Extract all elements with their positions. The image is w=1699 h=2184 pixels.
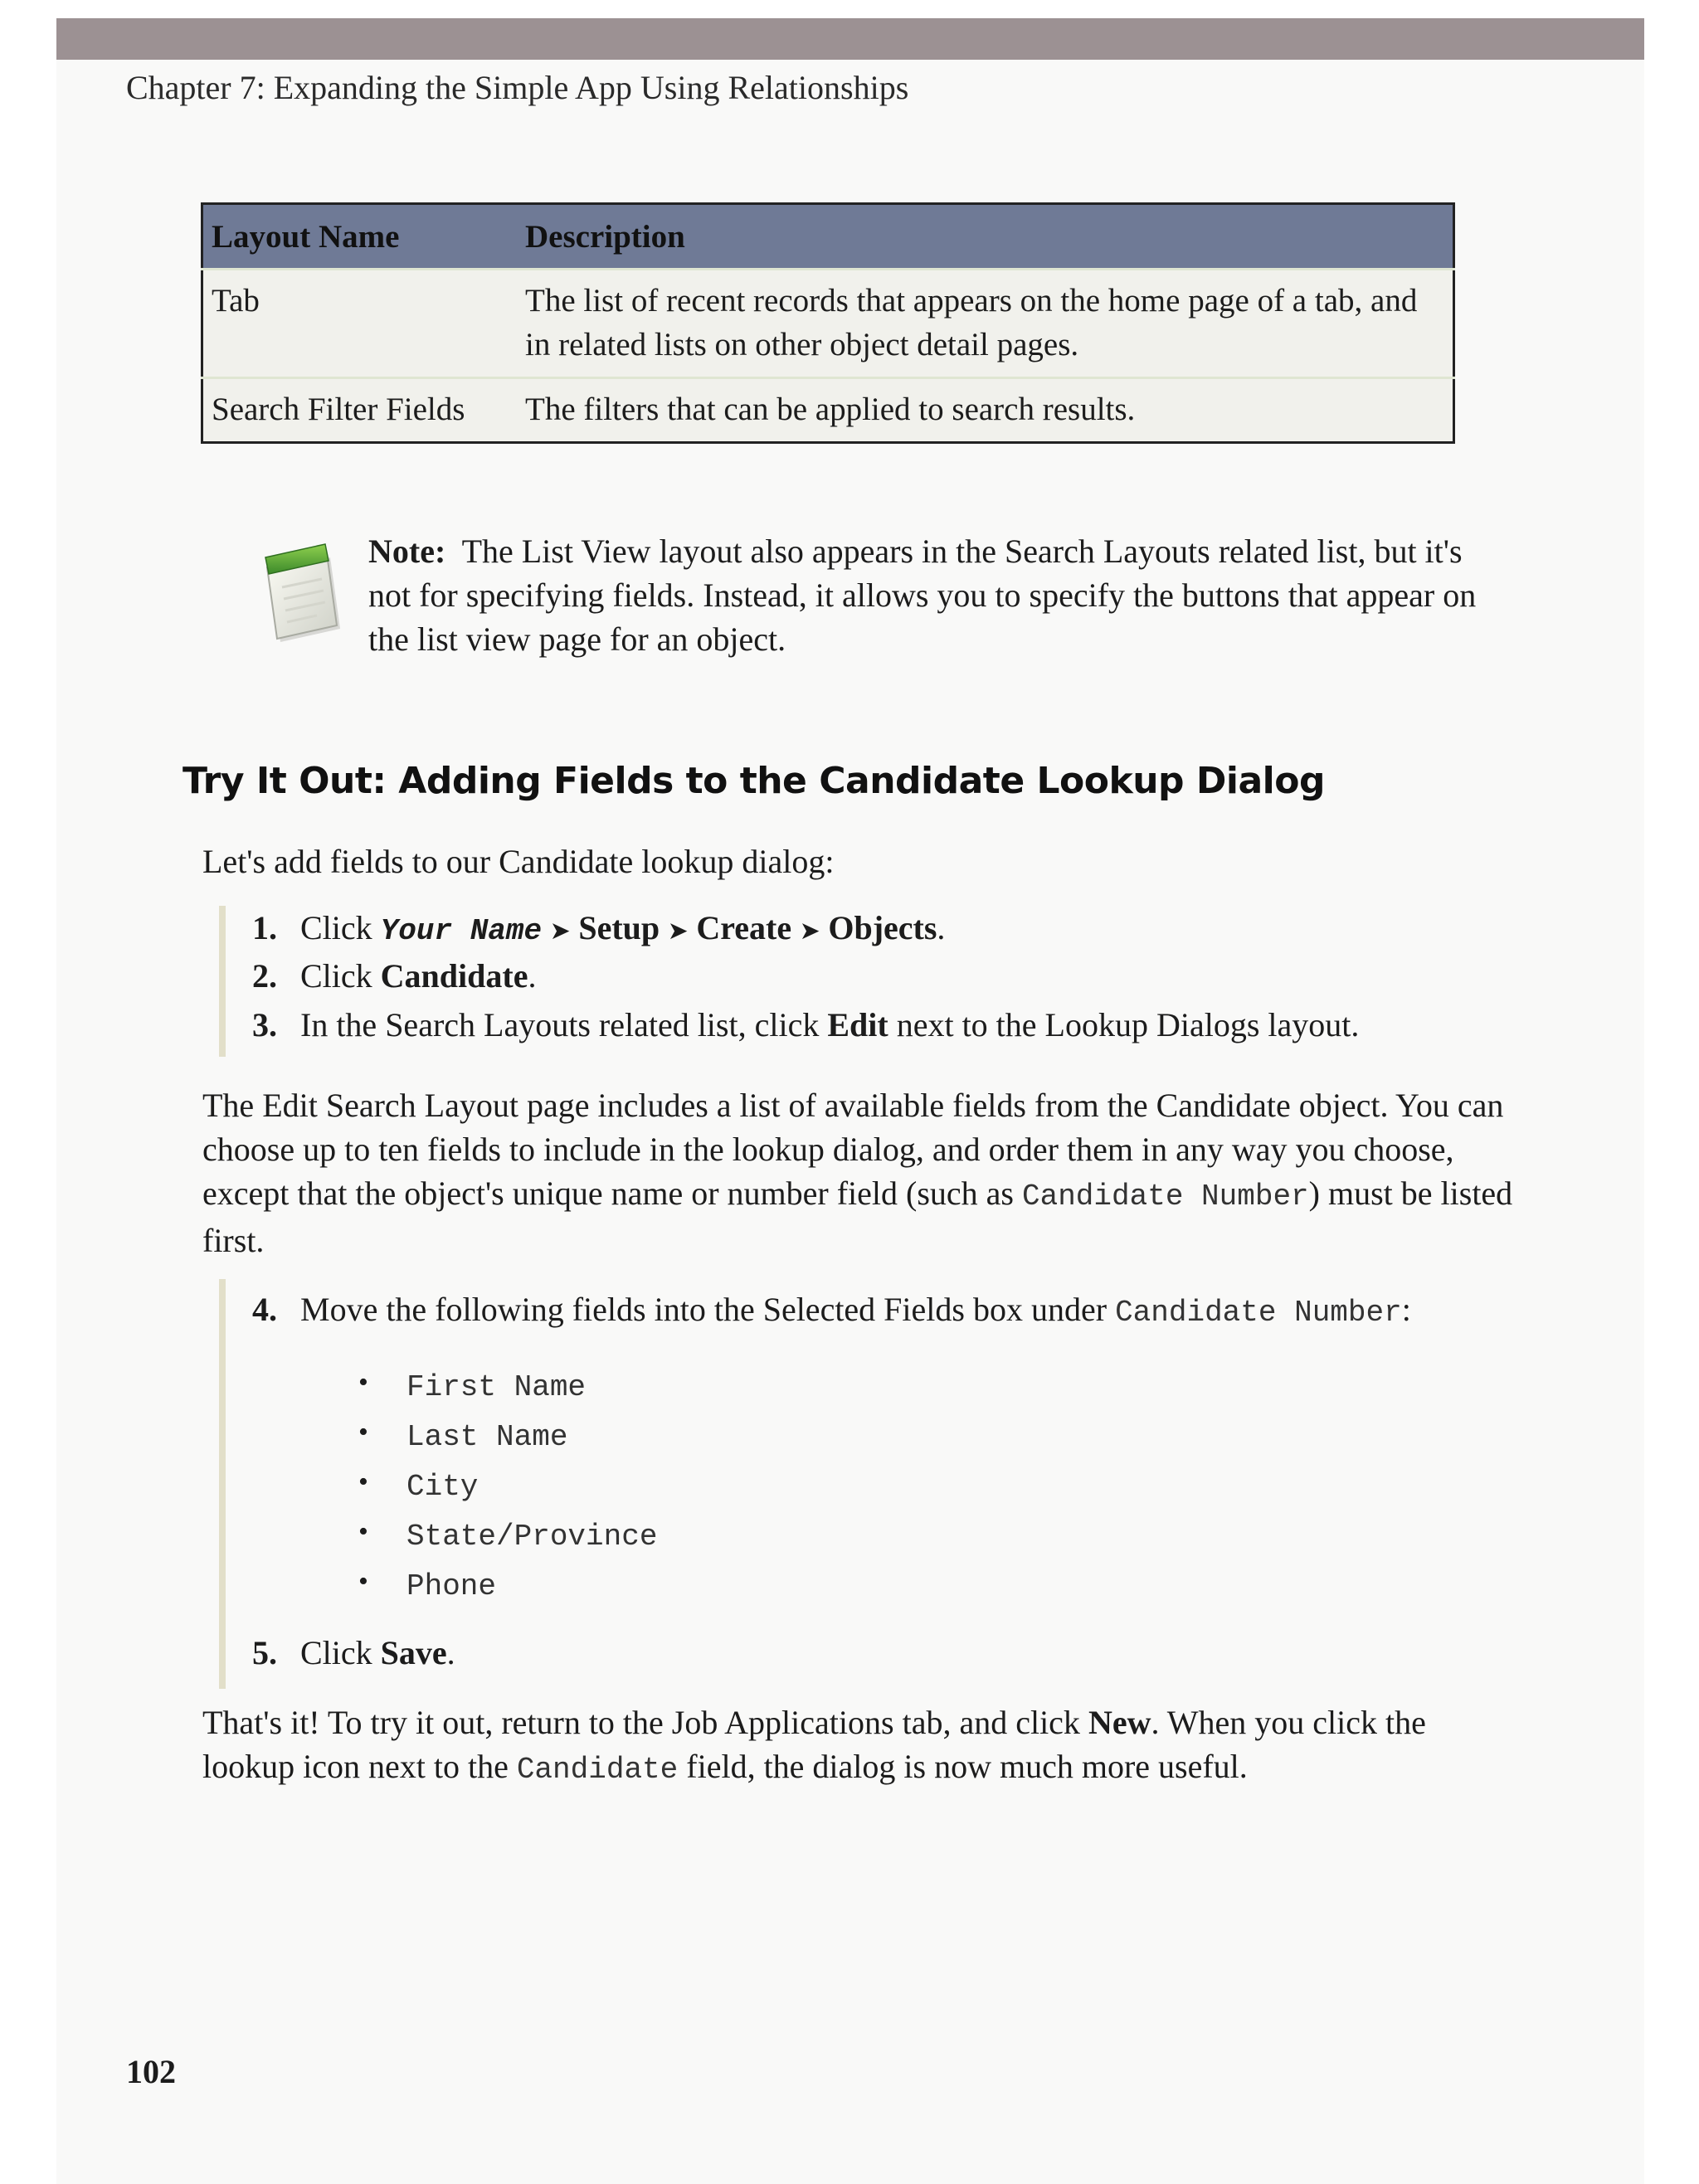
step-text xyxy=(300,1003,1359,1047)
field-name: Phone xyxy=(406,1569,497,1603)
field-name: First Name xyxy=(406,1370,587,1404)
step-text-suffix: . xyxy=(937,909,946,946)
note-text xyxy=(368,529,1497,661)
field-name: State/Province xyxy=(406,1520,658,1554)
step-text xyxy=(300,906,945,953)
arrow-icon: ➤ xyxy=(542,917,579,946)
bullet-icon: • xyxy=(358,1467,368,1497)
step-text-prefix: Move the following fields into the Selected Fields box under xyxy=(300,1291,1116,1328)
arrow-icon: ➤ xyxy=(660,917,697,946)
candidate-number-code: Candidate Number xyxy=(1115,1296,1402,1330)
step-number: 4. xyxy=(252,1291,277,1328)
step-text-prefix: Click xyxy=(300,909,381,946)
note-body: The List View layout also appears in the Search Layouts related list, but it's not for specifying fields. Instead, it allows you to specify the buttons that appear on the list view page for an object. xyxy=(368,533,1477,658)
bullet-icon: • xyxy=(358,1566,368,1597)
new-label: New xyxy=(1088,1704,1151,1741)
save-label: Save xyxy=(380,1634,447,1671)
setup-label: Setup xyxy=(578,909,660,946)
middle-paragraph xyxy=(202,1083,1521,1262)
step-text-prefix: Click xyxy=(300,1634,381,1671)
step-number: 2. xyxy=(252,957,277,995)
step-text xyxy=(300,954,536,998)
paragraph-text: ) must be listed first. xyxy=(202,1175,1513,1259)
note-label: Note: xyxy=(368,533,446,570)
objects-label: Objects xyxy=(828,909,937,946)
paragraph-text: . When you click the lookup icon next to the xyxy=(202,1704,1426,1785)
running-head: Chapter 7: Expanding the Simple App Using Relationships xyxy=(126,69,909,106)
your-name-code: Your Name xyxy=(380,914,543,948)
note-pad-icon xyxy=(259,539,342,647)
table-cell-description: The filters that can be applied to search results. xyxy=(517,378,1454,443)
header-bar xyxy=(56,18,1644,60)
paragraph-text: That's it! To try it out, return to the Job Applications tab, and click xyxy=(202,1704,1088,1741)
steps-block-2 xyxy=(219,1279,1411,1689)
step-text xyxy=(300,1631,455,1675)
step-number: 1. xyxy=(252,909,277,946)
step-text-prefix: Click xyxy=(300,957,381,995)
table-cell-name: Search Filter Fields xyxy=(202,378,518,443)
intro-paragraph: Let's add fields to our Candidate lookup dialog: xyxy=(202,843,835,880)
column-header-layout-name: Layout Name xyxy=(202,204,518,270)
bullet-icon: • xyxy=(358,1417,368,1447)
arrow-icon: ➤ xyxy=(791,917,829,946)
table-header-row xyxy=(202,204,1454,270)
paragraph-text: The Edit Search Layout page includes a list of available fields from the Candidate object. You can choose up to ten fields to include in the lookup dialog, and order them in any way you choose, except that the object's unique name or number field (such as xyxy=(202,1087,1504,1212)
candidate-number-code: Candidate Number xyxy=(1022,1180,1309,1214)
step-text-suffix: . xyxy=(446,1634,455,1671)
step-number: 3. xyxy=(252,1006,277,1043)
paragraph-text: field, the dialog is now much more useful. xyxy=(678,1748,1248,1785)
step-text xyxy=(300,1287,1411,1335)
step-text-prefix: In the Search Layouts related list, click xyxy=(300,1006,828,1043)
step-text-suffix: : xyxy=(1401,1291,1411,1328)
step-number: 5. xyxy=(252,1634,277,1671)
column-header-description: Description xyxy=(517,204,1454,270)
candidate-label: Candidate xyxy=(380,957,528,995)
step-text-suffix: . xyxy=(528,957,537,995)
table-cell-description: The list of recent records that appears on the home page of a tab, and in related lists on other object detail pages. xyxy=(517,270,1454,378)
steps-block-1 xyxy=(219,906,1360,1057)
create-label: Create xyxy=(696,909,792,946)
document-page xyxy=(56,18,1644,2184)
field-name: City xyxy=(406,1470,479,1504)
bullet-icon: • xyxy=(358,1516,368,1547)
candidate-code: Candidate xyxy=(516,1753,679,1787)
closing-paragraph xyxy=(202,1700,1521,1792)
bullet-icon: • xyxy=(358,1367,368,1398)
table-row xyxy=(202,378,1454,443)
table-cell-name: Tab xyxy=(202,270,518,378)
section-heading: Try It Out: Adding Fields to the Candidate Lookup Dialog xyxy=(183,760,1325,802)
edit-label: Edit xyxy=(827,1006,888,1043)
step-text-suffix: next to the Lookup Dialogs layout. xyxy=(888,1006,1360,1043)
page-number: 102 xyxy=(126,2053,176,2090)
field-name: Last Name xyxy=(406,1420,568,1454)
table-row xyxy=(202,270,1454,378)
layout-table xyxy=(201,202,1455,444)
